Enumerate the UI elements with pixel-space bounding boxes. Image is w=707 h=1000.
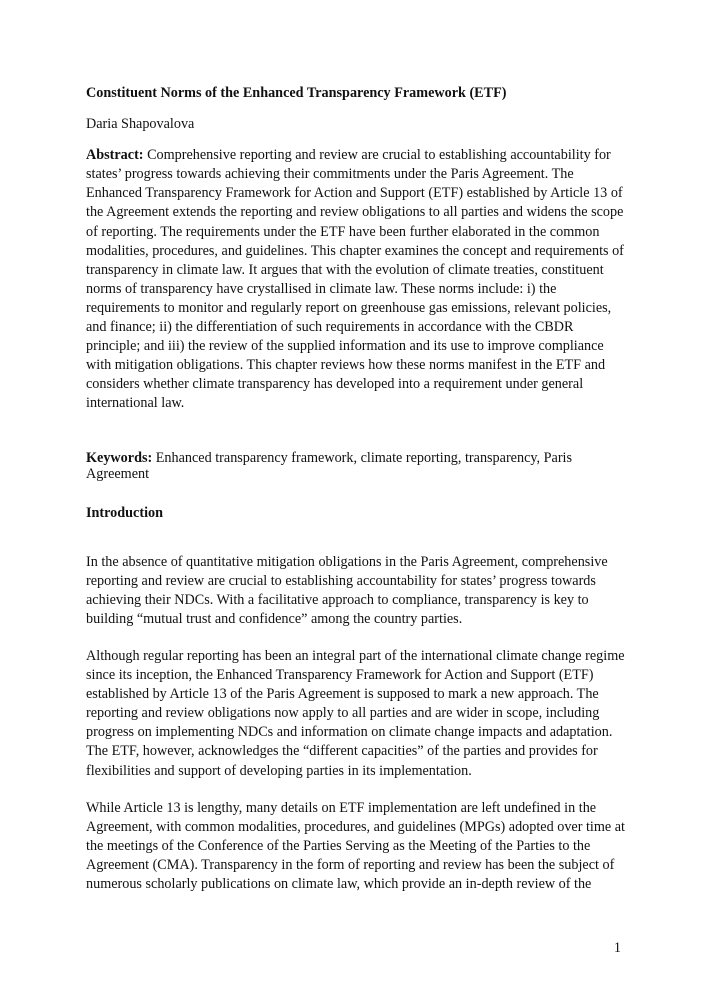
author-name: Daria Shapovalova [86, 116, 195, 133]
abstract-text: Comprehensive reporting and review are crucial to establishing accountability for states’ progress towards achieving their commitments under the Paris Agreement. The Enhanced Transparency Framework for Action and Support (ETF) established by Article 13 of the Agreement extends the reporting and review obligations to all parties and widens the scope of reporting. The requirements under the ETF have been further elaborated in the common modalities, procedures, and guidelines. This chapter examines the concept and requirements of transparency in climate law. It argues that with the evolution of climate treaties, constituent norms of transparency have crystallised in climate law. These norms include: i) the requirements to monitor and regularly report on greenhouse gas emissions, relevant policies, and finance; ii) the differentiation of such requirements in accordance with the CBDR principle; and iii) the review of the supplied information and its use to improve compliance with mitigation obligations. This chapter reviews how these norms manifest in the ETF and considers whether climate transparency has developed into a requirement under general international law. [86, 147, 624, 412]
abstract-label: Abstract: [86, 147, 144, 164]
body-paragraph: In the absence of quantitative mitigation obligations in the Paris Agreement, comprehensive reporting and review are crucial to establishing accountability for states’ progress towards achieving their NDCs. With a facilitative approach to compliance, transparency is key to building “mutual trust and confidence” among the country parties. [86, 553, 608, 627]
abstract [86, 146, 626, 413]
body-paragraph: While Article 13 is lengthy, many details on ETF implementation are left undefined in the Agreement, with common modalities, procedures, and guidelines (MPGs) adopted over time at the meetings of the Conference of the Parties Serving as the Meeting of the Parties to the Agreement (CMA). Transparency in the form of reporting and review has been the subject of numerous scholarly publications on climate law, which provide an in-depth review of the [86, 799, 625, 892]
document-page [86, 84, 626, 894]
body-paragraph: Although regular reporting has been an integral part of the international climate change regime since its inception, the Enhanced Transparency Framework for Action and Support (ETF) established by Article 13 of the Paris Agreement is supposed to mark a new approach. The reporting and review obligations now apply to all parties and are wider in scope, including progress on implementing NDCs and information on climate change impacts and adaptation. The ETF, however, acknowledges the “different capacities” of the parties and provides for flexibilities and support of developing parties in its implementation. [86, 647, 625, 779]
keywords-text: Enhanced transparency framework, climate reporting, transparency, Paris Agreement [86, 449, 573, 482]
page-number: 1 [613, 940, 621, 956]
keywords [86, 450, 626, 482]
paper-title: Constituent Norms of the Enhanced Transparency Framework (ETF) [86, 85, 507, 101]
keywords-label: Keywords: [86, 449, 153, 466]
section-heading-introduction: Introduction [86, 504, 163, 521]
